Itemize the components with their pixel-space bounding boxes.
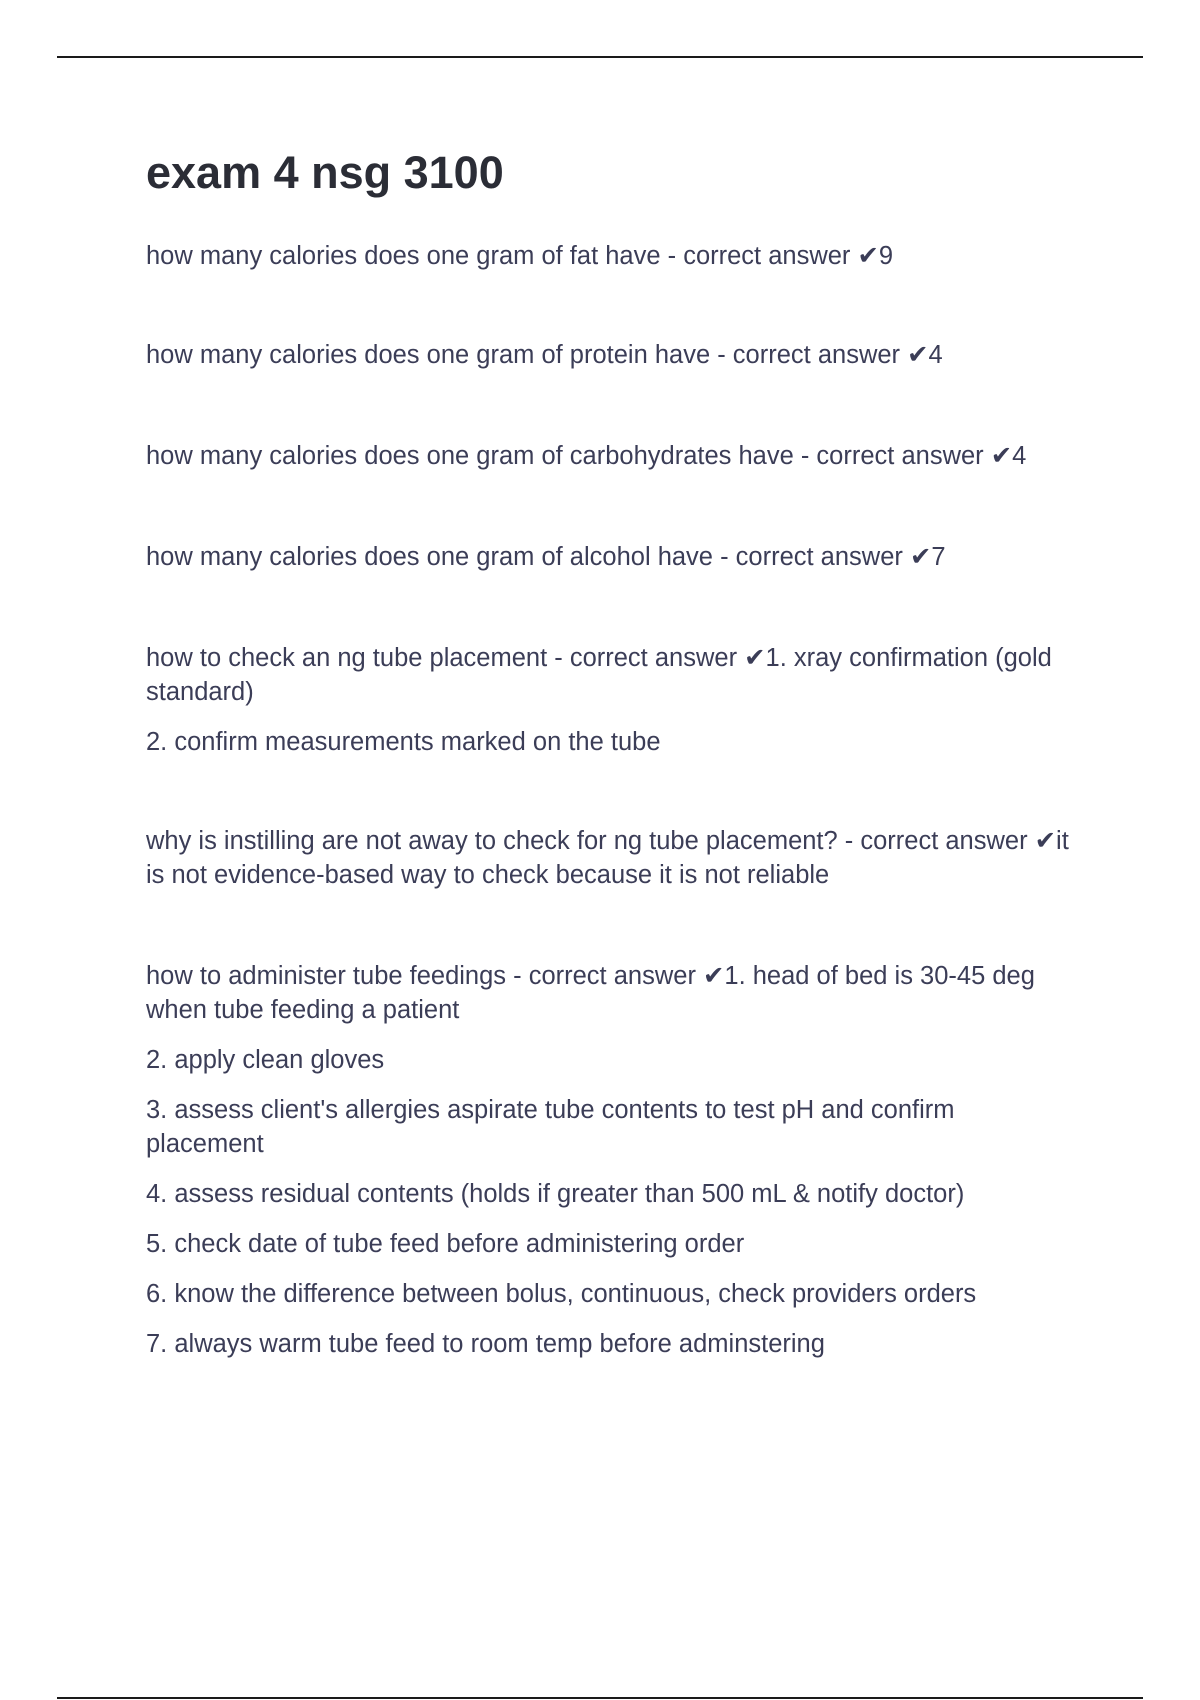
check-icon: ✔ <box>907 341 929 369</box>
qa-step: 3. assess client's allergies aspirate tube contents to test pH and confirm placement <box>146 1096 955 1158</box>
answer-text: 4 <box>1012 442 1027 470</box>
qa-item <box>146 641 1076 759</box>
page-title: exam 4 nsg 3100 <box>146 147 504 198</box>
question-text: how many calories does one gram of alcohol have - correct answer <box>146 543 910 571</box>
qa-step: 2. confirm measurements marked on the tube <box>146 728 661 756</box>
qa-item <box>146 540 1076 574</box>
question-text: how many calories does one gram of carbohydrates have - correct answer <box>146 442 991 470</box>
qa-step: 5. check date of tube feed before administering order <box>146 1230 745 1258</box>
answer-text: 1. xray confirmation (gold standard) <box>146 644 1052 706</box>
qa-question-line <box>146 824 1076 892</box>
qa-step: 4. assess residual contents (holds if greater than 500 mL & notify doctor) <box>146 1180 965 1208</box>
answer-text: it is not evidence-based way to check because it is not reliable <box>146 827 1069 889</box>
check-icon: ✔ <box>909 543 932 571</box>
document-body <box>146 140 1076 1361</box>
check-icon: ✔ <box>990 442 1013 470</box>
bottom-rule <box>57 1697 1143 1699</box>
qa-question-line <box>146 338 1076 372</box>
answer-text: 1. head of bed is 30-45 deg when tube feeding a patient <box>146 962 1035 1024</box>
check-icon: ✔ <box>857 242 879 270</box>
qa-question-line <box>146 540 1076 574</box>
qa-item <box>146 239 1076 273</box>
qa-question-line <box>146 641 1076 709</box>
qa-question-line <box>146 439 1076 473</box>
answer-text: 4 <box>928 341 943 369</box>
qa-item <box>146 439 1076 473</box>
question-text: how to check an ng tube placement - correct answer <box>146 644 745 672</box>
check-icon: ✔ <box>744 644 766 672</box>
qa-item <box>146 824 1076 892</box>
check-icon: ✔ <box>1034 827 1057 855</box>
check-icon: ✔ <box>703 962 725 990</box>
qa-question-line <box>146 239 1076 273</box>
qa-item <box>146 338 1076 372</box>
top-rule <box>57 56 1143 58</box>
qa-item <box>146 959 1076 1361</box>
qa-step: 6. know the difference between bolus, continuous, check providers orders <box>146 1280 977 1308</box>
question-text: how many calories does one gram of protein have - correct answer <box>146 341 908 369</box>
answer-text: 7 <box>931 543 946 571</box>
qa-question-line <box>146 959 1076 1027</box>
question-text: why is instilling are not away to check for ng tube placement? - correct answer <box>146 827 1035 855</box>
question-text: how many calories does one gram of fat have - correct answer <box>146 242 858 270</box>
qa-step: 2. apply clean gloves <box>146 1046 385 1074</box>
qa-step: 7. always warm tube feed to room temp before adminstering <box>146 1330 825 1358</box>
question-text: how to administer tube feedings - correct answer <box>146 962 704 990</box>
answer-text: 9 <box>878 242 894 270</box>
